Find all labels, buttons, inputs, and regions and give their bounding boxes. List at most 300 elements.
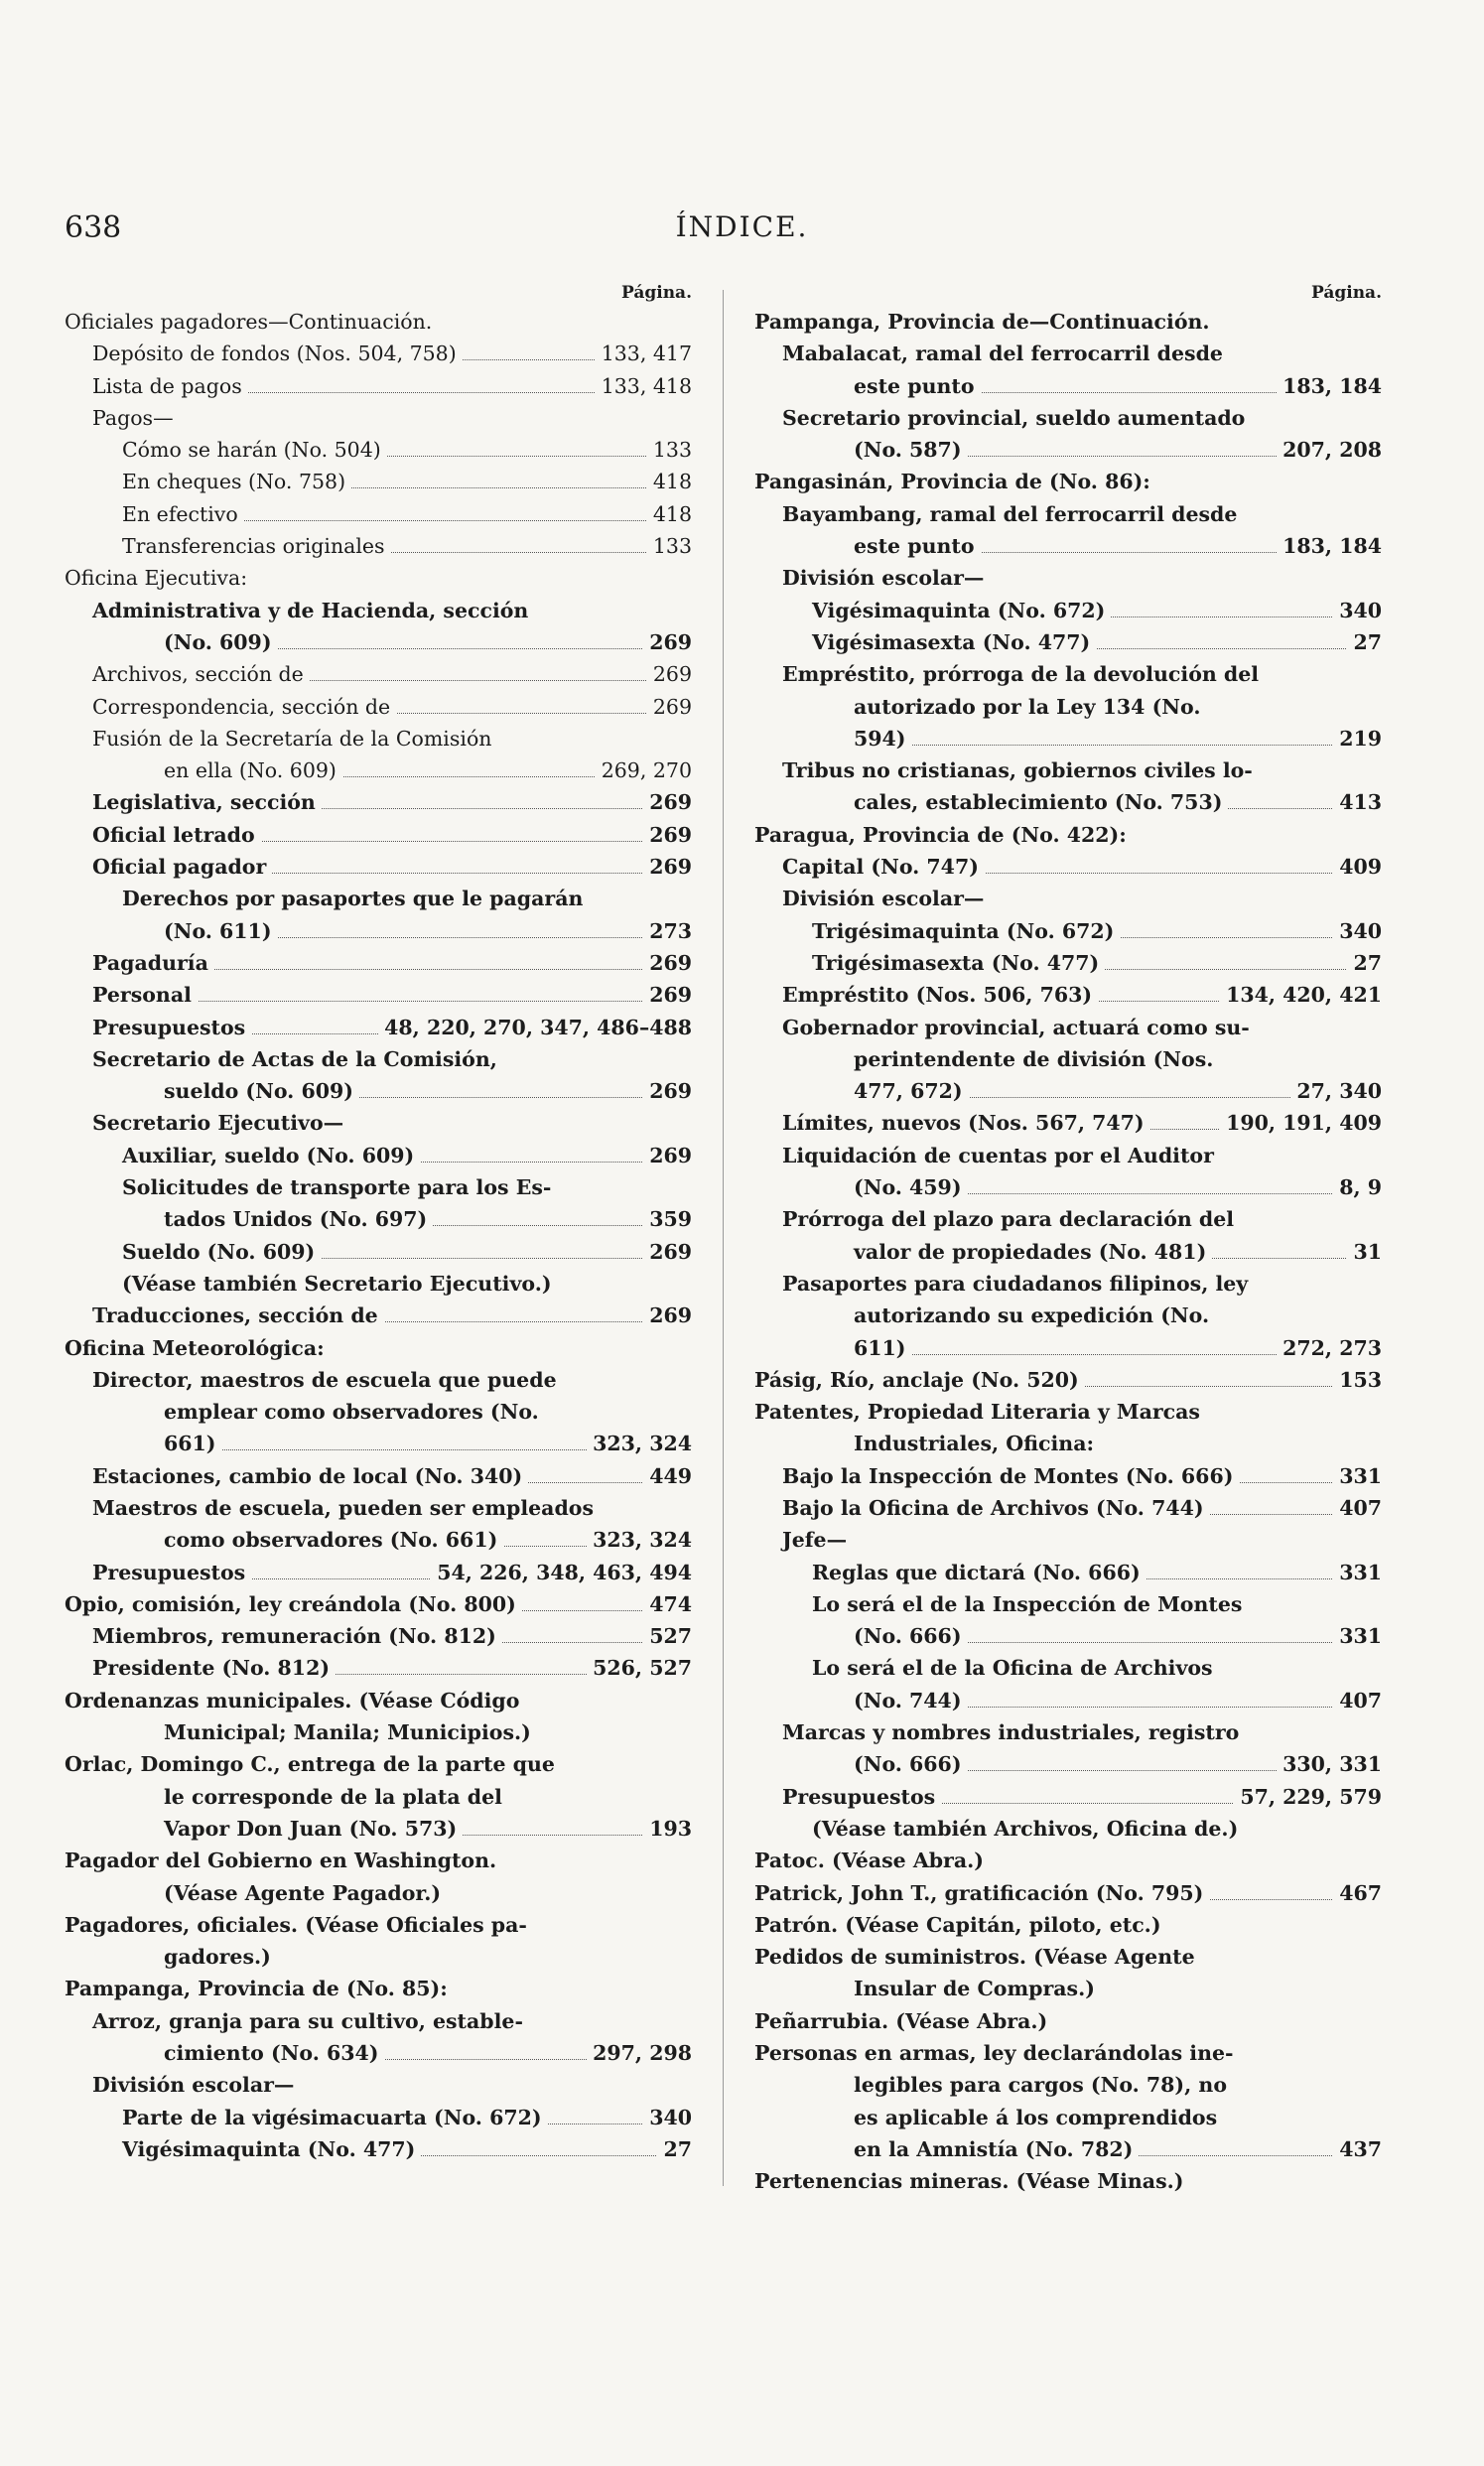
index-entry xyxy=(754,1300,1382,1331)
entry-text: Secretario Ejecutivo— xyxy=(92,1107,349,1139)
index-entry xyxy=(65,691,692,723)
index-entry xyxy=(65,1557,692,1588)
index-entry xyxy=(65,434,692,466)
entry-pages: 27 xyxy=(1347,947,1382,979)
entry-text: Paragua, Provincia de (No. 422): xyxy=(754,819,1133,851)
entry-text: Pangasinán, Provincia de (No. 86): xyxy=(754,466,1156,497)
index-entry xyxy=(65,915,692,947)
entry-text: Empréstito, prórroga de la devolución del xyxy=(782,658,1265,690)
entry-text: Insular de Compras.) xyxy=(854,1973,1101,2004)
entry-text: Pagadores, oficiales. (Véase Oficiales pa- xyxy=(65,1909,533,1941)
entry-pages: 474 xyxy=(643,1588,692,1620)
entry-text: Cómo se harán (No. 504) xyxy=(122,434,387,466)
entry-text: tados Unidos (No. 697) xyxy=(164,1203,433,1235)
entry-text: Estaciones, cambio de local (No. 340) xyxy=(92,1460,528,1492)
entry-pages: 269 xyxy=(643,947,692,979)
index-entry xyxy=(65,1524,692,1556)
index-entry xyxy=(65,819,692,851)
index-entry xyxy=(754,1043,1382,1075)
entry-text: (Véase también Archivos, Oficina de.) xyxy=(812,1813,1244,1845)
index-entry xyxy=(754,466,1382,497)
index-entry xyxy=(754,434,1382,466)
entry-pages: 269 xyxy=(647,691,692,723)
entry-text: gadores.) xyxy=(164,1941,277,1973)
index-entry xyxy=(65,1364,692,1396)
index-entry xyxy=(754,1557,1382,1588)
index-entry xyxy=(65,1492,692,1524)
entry-pages: 133, 417 xyxy=(596,338,692,369)
entry-text: Pasaportes para ciudadanos filipinos, ley xyxy=(782,1268,1254,1300)
entry-text: Personas en armas, ley declarándolas ine- xyxy=(754,2037,1240,2069)
entry-pages: 183, 184 xyxy=(1277,530,1382,562)
index-entry xyxy=(754,1012,1382,1043)
index-entry xyxy=(65,1332,692,1364)
index-entry xyxy=(754,2133,1382,2165)
entry-pages: 359 xyxy=(643,1203,692,1235)
index-entry xyxy=(65,1428,692,1459)
index-entry xyxy=(65,1652,692,1684)
index-entry xyxy=(754,1652,1382,1684)
entry-text: Jefe— xyxy=(782,1524,853,1556)
entry-text: División escolar— xyxy=(92,2069,300,2101)
index-column-left xyxy=(65,280,692,2165)
index-entry xyxy=(65,2133,692,2165)
entry-pages: 193 xyxy=(643,1813,692,1845)
entry-pages: 526, 527 xyxy=(587,1652,692,1684)
index-entry xyxy=(754,1492,1382,1524)
entry-text: Vapor Don Juan (No. 573) xyxy=(164,1813,463,1845)
entry-pages: 207, 208 xyxy=(1277,434,1382,466)
entry-text: Patrón. (Véase Capitán, piloto, etc.) xyxy=(754,1909,1167,1941)
entry-text: (Véase también Secretario Ejecutivo.) xyxy=(122,1268,558,1300)
entry-text: (No. 459) xyxy=(854,1171,968,1203)
entry-pages: 418 xyxy=(647,498,692,530)
entry-pages: 449 xyxy=(643,1460,692,1492)
entry-text: Sueldo (No. 609) xyxy=(122,1236,321,1268)
column-divider xyxy=(723,290,724,2186)
index-entry xyxy=(754,1973,1382,2004)
index-entry xyxy=(65,2069,692,2101)
entry-text: Presupuestos xyxy=(782,1781,941,1813)
entry-text: Presupuestos xyxy=(92,1557,251,1588)
entry-text: Liquidación de cuentas por el Auditor xyxy=(782,1140,1220,1171)
entry-pages: 269 xyxy=(643,786,692,818)
index-entry xyxy=(65,1107,692,1139)
index-entry xyxy=(754,1588,1382,1620)
index-entry xyxy=(65,1909,692,1941)
entry-text: Patentes, Propiedad Literaria y Marcas xyxy=(754,1396,1206,1428)
entry-text: perintendente de división (Nos. xyxy=(854,1043,1219,1075)
index-entry xyxy=(65,338,692,369)
entry-text: autorizando su expedición (No. xyxy=(854,1300,1215,1331)
entry-text: cimiento (No. 634) xyxy=(164,2037,385,2069)
index-entry xyxy=(754,1396,1382,1428)
index-entry xyxy=(754,819,1382,851)
entry-text: 594) xyxy=(854,723,912,754)
entry-pages: 340 xyxy=(1333,915,1382,947)
index-entry xyxy=(65,370,692,402)
entry-text: (No. 609) xyxy=(164,626,278,658)
entry-pages: 330, 331 xyxy=(1277,1748,1382,1780)
entry-text: Vigésimaquinta (No. 672) xyxy=(812,595,1111,626)
entry-text: Pásig, Río, anclaje (No. 520) xyxy=(754,1364,1085,1396)
entry-text: Fusión de la Secretaría de la Comisión xyxy=(92,723,497,754)
entry-pages: 48, 220, 270, 347, 486–488 xyxy=(378,1012,692,1043)
entry-text: Pampanga, Provincia de—Continuación. xyxy=(754,306,1216,338)
index-entry xyxy=(65,626,692,658)
entry-pages: 269 xyxy=(643,1236,692,1268)
index-entry xyxy=(754,883,1382,914)
entry-pages: 409 xyxy=(1333,851,1382,883)
index-entry xyxy=(65,1012,692,1043)
entry-text: Lo será el de la Oficina de Archivos xyxy=(812,1652,1219,1684)
entry-text: (No. 587) xyxy=(854,434,968,466)
entry-text: Patoc. (Véase Abra.) xyxy=(754,1845,990,1876)
entry-pages: 407 xyxy=(1333,1492,1382,1524)
entry-pages: 331 xyxy=(1333,1557,1382,1588)
entry-text: Arroz, granja para su cultivo, estable- xyxy=(92,2005,529,2037)
index-entry xyxy=(754,1107,1382,1139)
index-entry xyxy=(754,691,1382,723)
index-entry xyxy=(65,947,692,979)
entry-pages: 269 xyxy=(643,819,692,851)
index-entry xyxy=(754,786,1382,818)
index-entry xyxy=(754,2069,1382,2101)
entry-text: este punto xyxy=(854,530,981,562)
index-entry xyxy=(754,851,1382,883)
entry-text: es aplicable á los comprendidos xyxy=(854,2102,1223,2133)
index-entry xyxy=(65,979,692,1011)
entry-text: En efectivo xyxy=(122,498,244,530)
index-entry xyxy=(754,1268,1382,1300)
entry-pages: 269 xyxy=(643,979,692,1011)
entry-pages: 437 xyxy=(1333,2133,1382,2165)
index-entry xyxy=(754,1877,1382,1909)
entry-pages: 183, 184 xyxy=(1277,370,1382,402)
index-entry xyxy=(65,1460,692,1492)
entry-pages: 219 xyxy=(1333,723,1382,754)
index-entry xyxy=(65,466,692,497)
entry-pages: 331 xyxy=(1333,1460,1382,1492)
index-entry xyxy=(754,979,1382,1011)
index-entry xyxy=(754,1140,1382,1171)
index-entry xyxy=(65,1396,692,1428)
index-entry xyxy=(754,2037,1382,2069)
entry-text: Industriales, Oficina: xyxy=(854,1428,1100,1459)
index-entry xyxy=(754,1332,1382,1364)
entry-pages: 407 xyxy=(1333,1685,1382,1716)
entry-text: le corresponde de la plata del xyxy=(164,1781,508,1813)
entry-text: Lo será el de la Inspección de Montes xyxy=(812,1588,1248,1620)
index-entry xyxy=(65,1845,692,1876)
entry-text: emplear como observadores (No. xyxy=(164,1396,545,1428)
entry-text: Oficial letrado xyxy=(92,819,261,851)
entry-text: Administrativa y de Hacienda, sección xyxy=(92,595,534,626)
entry-text: Pagaduría xyxy=(92,947,214,979)
entry-text: Archivos, sección de xyxy=(92,658,310,690)
entry-text: Bajo la Inspección de Montes (No. 666) xyxy=(782,1460,1239,1492)
entry-text: Transferencias originales xyxy=(122,530,391,562)
entry-pages: 27, 340 xyxy=(1290,1075,1382,1107)
entry-pages: 269 xyxy=(643,1140,692,1171)
entry-text: Presupuestos xyxy=(92,1012,251,1043)
index-entry xyxy=(754,915,1382,947)
entry-pages: 527 xyxy=(643,1620,692,1652)
index-entry xyxy=(65,1588,692,1620)
entry-text: Maestros de escuela, pueden ser empleados xyxy=(92,1492,600,1524)
entry-text: Depósito de fondos (Nos. 504, 758) xyxy=(92,338,463,369)
index-entry xyxy=(65,1620,692,1652)
index-entry xyxy=(65,306,692,338)
entry-text: Derechos por pasaportes que le pagarán xyxy=(122,883,589,914)
entry-text: en ella (No. 609) xyxy=(164,754,342,786)
index-entry xyxy=(754,1716,1382,1748)
entry-text: Oficina Ejecutiva: xyxy=(65,562,253,594)
entry-text: cales, establecimiento (No. 753) xyxy=(854,786,1228,818)
index-entry xyxy=(65,562,692,594)
index-entry xyxy=(754,1909,1382,1941)
entry-text: legibles para cargos (No. 78), no xyxy=(854,2069,1233,2101)
index-entry xyxy=(754,1620,1382,1652)
entry-pages: 269 xyxy=(643,851,692,883)
index-entry xyxy=(754,402,1382,434)
index-entry xyxy=(754,626,1382,658)
entry-text: En cheques (No. 758) xyxy=(122,466,351,497)
entry-text: Presidente (No. 812) xyxy=(92,1652,336,1684)
entry-pages: 27 xyxy=(657,2133,692,2165)
entry-pages: 413 xyxy=(1333,786,1382,818)
entry-text: Pagador del Gobierno en Washington. xyxy=(65,1845,502,1876)
entry-text: como observadores (No. 661) xyxy=(164,1524,503,1556)
entry-text: Director, maestros de escuela que puede xyxy=(92,1364,563,1396)
entry-text: División escolar— xyxy=(782,562,990,594)
entry-text: valor de propiedades (No. 481) xyxy=(854,1236,1212,1268)
entry-text: Reglas que dictará (No. 666) xyxy=(812,1557,1147,1588)
index-entry xyxy=(754,658,1382,690)
pagina-label: Página. xyxy=(621,283,692,303)
index-entry xyxy=(65,1748,692,1780)
index-entry xyxy=(754,1428,1382,1459)
entry-text: Legislativa, sección xyxy=(92,786,322,818)
index-entry xyxy=(754,1364,1382,1396)
entry-text: Pertenencias mineras. (Véase Minas.) xyxy=(754,2165,1189,2197)
entry-text: Tribus no cristianas, gobiernos civiles lo- xyxy=(782,754,1259,786)
entry-text: Marcas y nombres industriales, registro xyxy=(782,1716,1245,1748)
entry-text: en la Amnistía (No. 782) xyxy=(854,2133,1139,2165)
index-entry xyxy=(754,370,1382,402)
entry-pages: 272, 273 xyxy=(1277,1332,1382,1364)
entry-pages: 418 xyxy=(647,466,692,497)
page-number: 638 xyxy=(65,210,122,245)
index-entry xyxy=(65,1716,692,1748)
entry-text: División escolar— xyxy=(782,883,990,914)
entry-text: Secretario de Actas de la Comisión, xyxy=(92,1043,503,1075)
entry-text: Oficiales pagadores—Continuación. xyxy=(65,306,438,338)
entry-pages: 133, 418 xyxy=(596,370,692,402)
entry-text: Peñarrubia. (Véase Abra.) xyxy=(754,2005,1053,2037)
running-head: ÍNDICE. xyxy=(675,210,809,243)
index-entry xyxy=(65,1140,692,1171)
entry-text: Solicitudes de transporte para los Es- xyxy=(122,1171,557,1203)
entry-pages: 331 xyxy=(1333,1620,1382,1652)
entry-pages: 8, 9 xyxy=(1333,1171,1382,1203)
index-entry xyxy=(754,2005,1382,2037)
index-entry xyxy=(754,947,1382,979)
entry-text: Mabalacat, ramal del ferrocarril desde xyxy=(782,338,1229,369)
index-entry xyxy=(754,1685,1382,1716)
entry-pages: 134, 420, 421 xyxy=(1220,979,1382,1011)
entry-text: Empréstito (Nos. 506, 763) xyxy=(782,979,1098,1011)
index-entry xyxy=(65,1685,692,1716)
index-entry xyxy=(754,562,1382,594)
index-entry xyxy=(754,1781,1382,1813)
entry-text: 661) xyxy=(164,1428,222,1459)
entry-text: Trigésimasexta (No. 477) xyxy=(812,947,1105,979)
entry-pages: 190, 191, 409 xyxy=(1220,1107,1382,1139)
index-entry xyxy=(65,1171,692,1203)
index-entry xyxy=(754,1845,1382,1876)
index-entry xyxy=(754,338,1382,369)
index-column-right xyxy=(754,280,1382,2198)
entry-text: Oficina Meteorológica: xyxy=(65,1332,331,1364)
index-entry xyxy=(65,1268,692,1300)
entry-pages: 153 xyxy=(1333,1364,1382,1396)
entry-text: Orlac, Domingo C., entrega de la parte que xyxy=(65,1748,561,1780)
entry-text: autorizado por la Ley 134 (No. xyxy=(854,691,1206,723)
index-entry xyxy=(65,1203,692,1235)
entry-text: Trigésimaquinta (No. 672) xyxy=(812,915,1120,947)
entry-text: Límites, nuevos (Nos. 567, 747) xyxy=(782,1107,1150,1139)
entry-text: Personal xyxy=(92,979,198,1011)
index-entry xyxy=(754,530,1382,562)
entry-pages: 133 xyxy=(647,434,692,466)
entry-text: (No. 744) xyxy=(854,1685,968,1716)
entry-text: 477, 672) xyxy=(854,1075,969,1107)
index-entry xyxy=(65,1781,692,1813)
entry-text: Pampanga, Provincia de (No. 85): xyxy=(65,1973,454,2004)
entry-pages: 269, 270 xyxy=(596,754,692,786)
index-entry xyxy=(65,1075,692,1107)
index-entry xyxy=(65,595,692,626)
index-entry xyxy=(65,1973,692,2004)
entry-text: Gobernador provincial, actuará como su- xyxy=(782,1012,1256,1043)
index-entry xyxy=(754,1075,1382,1107)
entry-text: (No. 666) xyxy=(854,1620,968,1652)
entry-pages: 31 xyxy=(1347,1236,1382,1268)
index-entry xyxy=(65,883,692,914)
index-entry xyxy=(754,2165,1382,2197)
index-entry xyxy=(754,2102,1382,2133)
entry-text: Parte de la vigésimacuarta (No. 672) xyxy=(122,2102,548,2133)
index-entry xyxy=(65,1877,692,1909)
entry-text: (Véase Agente Pagador.) xyxy=(164,1877,447,1909)
index-entry xyxy=(65,723,692,754)
entry-pages: 54, 226, 348, 463, 494 xyxy=(431,1557,692,1588)
index-entry xyxy=(754,723,1382,754)
entry-text: Opio, comisión, ley creándola (No. 800) xyxy=(65,1588,522,1620)
index-entry xyxy=(754,1460,1382,1492)
entry-pages: 340 xyxy=(1333,595,1382,626)
entry-pages: 273 xyxy=(643,915,692,947)
index-entry xyxy=(754,498,1382,530)
entry-text: Bajo la Oficina de Archivos (No. 744) xyxy=(782,1492,1210,1524)
entry-text: Pagos— xyxy=(92,402,180,434)
entry-pages: 269 xyxy=(643,1300,692,1331)
index-entry xyxy=(754,306,1382,338)
entry-text: Miembros, remuneración (No. 812) xyxy=(92,1620,502,1652)
index-entry xyxy=(754,1203,1382,1235)
index-entry xyxy=(65,1941,692,1973)
pagina-label: Página. xyxy=(1311,283,1382,303)
entry-pages: 269 xyxy=(643,626,692,658)
index-entry xyxy=(65,2037,692,2069)
index-entry xyxy=(754,1813,1382,1845)
index-entry xyxy=(65,1236,692,1268)
index-entry xyxy=(754,1941,1382,1973)
index-entry xyxy=(65,754,692,786)
entry-text: Prórroga del plazo para declaración del xyxy=(782,1203,1240,1235)
entry-pages: 133 xyxy=(647,530,692,562)
entry-text: Patrick, John T., gratificación (No. 795) xyxy=(754,1877,1209,1909)
entry-text: Bayambang, ramal del ferrocarril desde xyxy=(782,498,1243,530)
entry-text: Pedidos de suministros. (Véase Agente xyxy=(754,1941,1201,1973)
entry-text: Vigésimasexta (No. 477) xyxy=(812,626,1096,658)
entry-text: Oficial pagador xyxy=(92,851,272,883)
dot-leader xyxy=(854,723,1382,746)
index-entry xyxy=(65,658,692,690)
entry-pages: 27 xyxy=(1347,626,1382,658)
entry-text: Correspondencia, sección de xyxy=(92,691,396,723)
index-entry xyxy=(754,1171,1382,1203)
index-entry xyxy=(65,1300,692,1331)
entry-pages: 269 xyxy=(643,1075,692,1107)
entry-pages: 340 xyxy=(643,2102,692,2133)
entry-pages: 57, 229, 579 xyxy=(1234,1781,1382,1813)
index-entry xyxy=(65,530,692,562)
entry-text: este punto xyxy=(854,370,981,402)
entry-text: Municipal; Manila; Municipios.) xyxy=(164,1716,537,1748)
entry-text: Vigésimaquinta (No. 477) xyxy=(122,2133,421,2165)
entry-text: sueldo (No. 609) xyxy=(164,1075,359,1107)
index-entry xyxy=(754,1236,1382,1268)
entry-pages: 323, 324 xyxy=(587,1428,692,1459)
entry-pages: 323, 324 xyxy=(587,1524,692,1556)
index-entry xyxy=(754,595,1382,626)
entry-text: Traducciones, sección de xyxy=(92,1300,384,1331)
index-entry xyxy=(65,2005,692,2037)
index-entry xyxy=(65,786,692,818)
entry-text: Secretario provincial, sueldo aumentado xyxy=(782,402,1251,434)
entry-text: Lista de pagos xyxy=(92,370,248,402)
entry-text: 611) xyxy=(854,1332,912,1364)
index-entry xyxy=(65,402,692,434)
index-entry xyxy=(754,1524,1382,1556)
index-entry xyxy=(754,1748,1382,1780)
entry-text: Capital (No. 747) xyxy=(782,851,985,883)
entry-pages: 269 xyxy=(647,658,692,690)
entry-text: (No. 611) xyxy=(164,915,278,947)
entry-text: Ordenanzas municipales. (Véase Código xyxy=(65,1685,525,1716)
index-entry xyxy=(754,754,1382,786)
entry-pages: 297, 298 xyxy=(587,2037,692,2069)
entry-text: (No. 666) xyxy=(854,1748,968,1780)
index-entry xyxy=(65,851,692,883)
index-entry xyxy=(65,498,692,530)
index-entry xyxy=(65,1043,692,1075)
index-entry xyxy=(65,1813,692,1845)
entry-text: Auxiliar, sueldo (No. 609) xyxy=(122,1140,420,1171)
entry-pages: 467 xyxy=(1333,1877,1382,1909)
